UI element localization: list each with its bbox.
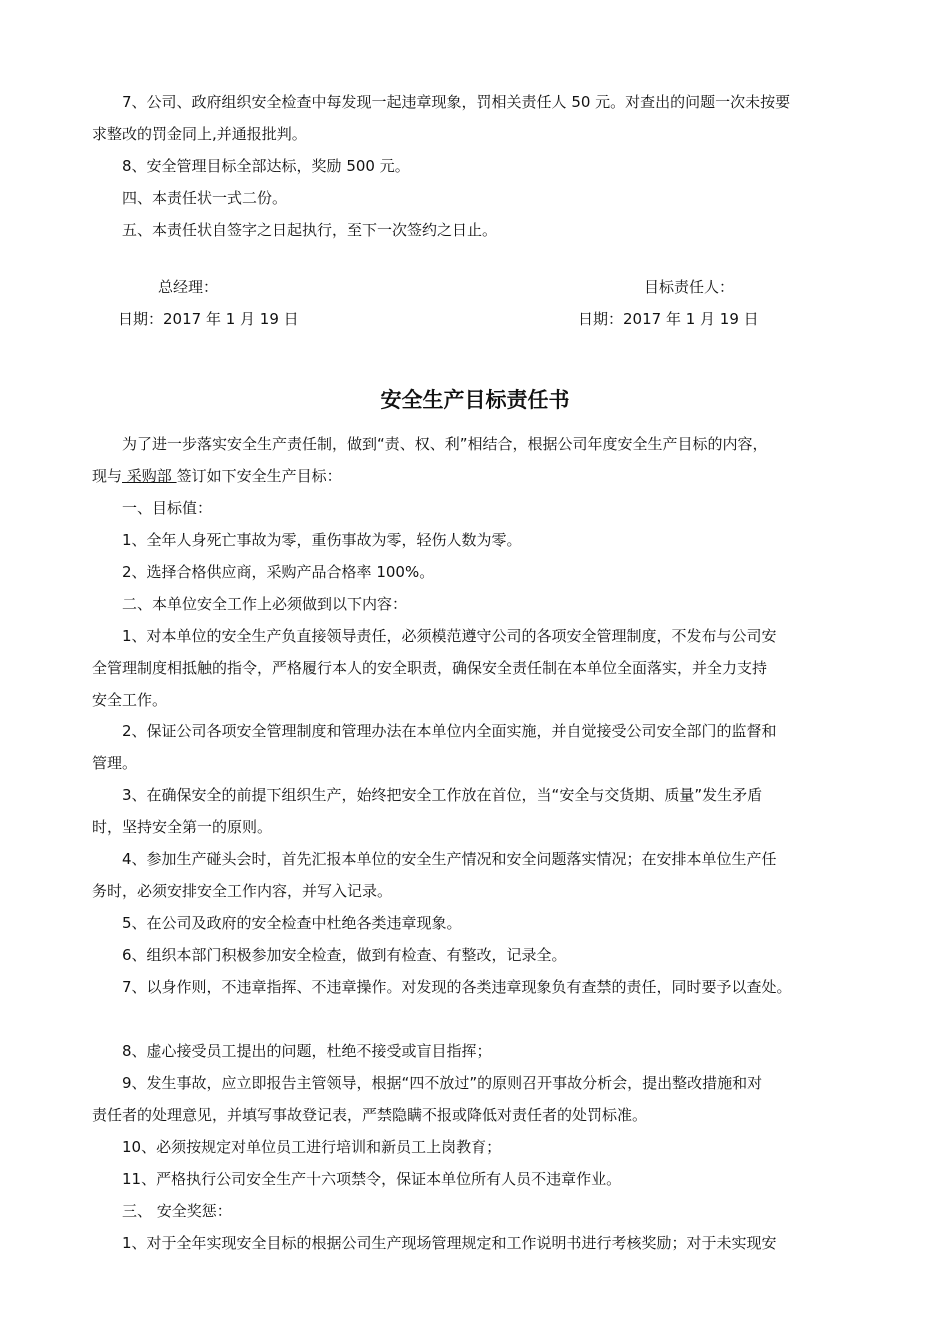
signature-left-title: 总经理：	[158, 278, 219, 296]
requirement-5: 5、在公司及政府的安全检查中杜绝各类违章现象。	[122, 914, 462, 932]
requirement-8: 8、虚心接受员工提出的问题，杜绝不接受或盲目指挥；	[122, 1042, 492, 1060]
goal-2: 2、选择合格供应商，采购产品合格率 100%。	[122, 563, 435, 581]
section-2-heading: 二、本单位安全工作上必须做到以下内容：	[122, 595, 408, 613]
requirement-1-line3: 安全工作。	[92, 691, 168, 709]
prev-item-8: 8、安全管理目标全部达标，奖励 500 元。	[122, 157, 410, 175]
intro-suffix: 签订如下安全生产目标：	[176, 467, 342, 485]
prev-item-4: 四、本责任状一式二份。	[122, 189, 288, 207]
requirement-9-line2: 责任者的处理意见，并填写事故登记表，严禁隐瞒不报或降低对责任者的处罚标准。	[92, 1106, 648, 1124]
requirement-2-line2: 管理。	[92, 754, 138, 772]
requirement-2-line1: 2、保证公司各项安全管理制度和管理办法在本单位内全面实施，并自觉接受公司安全部门的监督和	[122, 722, 777, 740]
requirement-11: 11、严格执行公司安全生产十六项禁令，保证本单位所有人员不违章作业。	[122, 1170, 622, 1188]
requirement-10: 10、必须按规定对单位员工进行培训和新员工上岗教育；	[122, 1138, 502, 1156]
document-title: 安全生产目标责任书	[380, 388, 570, 412]
requirement-7: 7、以身作则，不违章指挥、不违章操作。对发现的各类违章现象负有查禁的责任，同时要予以查处。	[122, 978, 792, 996]
requirement-3-line2: 时，坚持安全第一的原则。	[92, 818, 273, 836]
penalty-1-line1: 1、对于全年实现安全目标的根据公司生产现场管理规定和工作说明书进行考核奖励；对于未实现安	[122, 1234, 777, 1252]
requirement-6: 6、组织本部门积极参加安全检查，做到有检查、有整改，记录全。	[122, 946, 567, 964]
requirement-3-line1: 3、在确保安全的前提下组织生产，始终把安全工作放在首位，当“安全与交货期、质量”发生矛盾	[122, 786, 763, 804]
prev-item-7-line1: 7、公司、政府组织安全检查中每发现一起违章现象，罚相关责任人 50 元。对查出的问题一次未按要	[122, 93, 791, 111]
intro-line1: 为了进一步落实安全生产责任制，做到“责、权、利”相结合，根据公司年度安全生产目标的内容，	[122, 435, 768, 453]
requirement-4-line1: 4、参加生产碰头会时，首先汇报本单位的安全生产情况和安全问题落实情况；在安排本单位生产任	[122, 850, 777, 868]
section-3-heading: 三、 安全奖惩：	[122, 1202, 232, 1220]
goal-1: 1、全年人身死亡事故为零，重伤事故为零，轻伤人数为零。	[122, 531, 522, 549]
requirement-1-line1: 1、对本单位的安全生产负直接领导责任，必须模范遵守公司的各项安全管理制度，不发布与公司安	[122, 627, 777, 645]
intro-prefix: 现与	[92, 467, 123, 485]
signature-left-date: 日期：2017 年 1 月 19 日	[118, 310, 299, 328]
department-name: 采购部	[122, 467, 177, 485]
signature-right-date: 日期：2017 年 1 月 19 日	[578, 310, 759, 328]
requirement-9-line1: 9、发生事故，应立即报告主管领导，根据“四不放过”的原则召开事故分析会，提出整改措施和对	[122, 1074, 763, 1092]
requirement-4-line2: 务时，必须安排安全工作内容，并写入记录。	[92, 882, 393, 900]
prev-item-5: 五、本责任状自签字之日起执行，至下一次签约之日止。	[122, 221, 498, 239]
requirement-1-line2: 全管理制度相抵触的指令，严格履行本人的安全职责，确保安全责任制在本单位全面落实，并全力支持	[92, 659, 768, 677]
prev-item-7-line2: 求整改的罚金同上,并通报批判。	[92, 125, 307, 143]
intro-line2	[92, 466, 342, 486]
signature-right-title: 目标责任人：	[644, 278, 735, 296]
section-1-heading: 一、目标值：	[122, 499, 213, 517]
